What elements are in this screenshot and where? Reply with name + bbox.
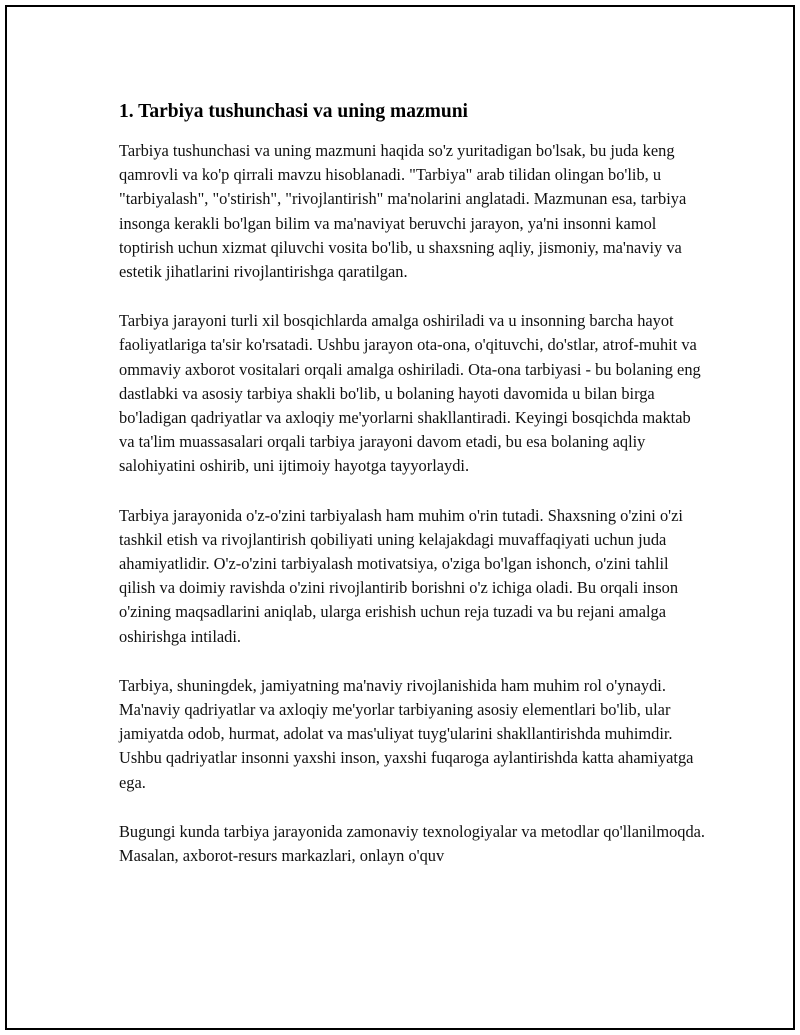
paragraph-2: Tarbiya jarayoni turli xil bosqichlarda amalga oshiriladi va u insonning barcha hayot faoliyatlariga ta'sir ko'rsatadi. Ushbu jarayon ota-ona, o'qituvchi, do'stlar, atrof-muhit va ommaviy axborot vositalari orqali amalga oshiriladi. Ota-ona tarbiyasi - bu bolaning eng dastlabki va asosiy tarbiya shakli bo'lib, u bolaning hayoti davomida u bilan birga bo'ladigan qadriyatlar va axloqiy me'yorlarni shakllantiradi. Keyingi bosqichda maktab va ta'lim muassasalari orqali tarbiya jarayoni davom etadi, bu esa bolaning aqliy salohiyatini oshirib, uni ijtimoiy hayotga tayyorlaydi. — [119, 311, 701, 476]
paragraph-4: Tarbiya, shuningdek, jamiyatning ma'naviy rivojlanishida ham muhim rol o'ynaydi. Ma'naviy qadriyatlar va axloqiy me'yorlar tarbiyaning asosiy elementlari bo'lib, ular jamiyatda odob, hurmat, adolat va mas'uliyat tuyg'ularini shakllantirishda muhimdir. Ushbu qadriyatlar insonni yaxshi inson, yaxshi fuqaroga aylantirishda katta ahamiyatga ega. — [119, 675, 694, 792]
page-frame — [5, 5, 795, 1030]
document-body — [119, 99, 709, 893]
section-heading: 1. Tarbiya tushunchasi va uning mazmuni — [119, 101, 468, 122]
paragraph-5: Bugungi kunda tarbiya jarayonida zamonaviy texnologiyalar va metodlar qo'llanilmoqda. Masalan, axborot-resurs markazlari, onlayn o'quv — [119, 821, 706, 866]
paragraph-3: Tarbiya jarayonida o'z-o'zini tarbiyalash ham muhim o'rin tutadi. Shaxsning o'zini o'zi tashkil etish va rivojlantirish qobiliyati uning kelajakdagi muvaffaqiyati uchun juda ahamiyatlidir. O'z-o'zini tarbiyalash motivatsiya, o'ziga bo'lgan ishonch, o'zini tahlil qilish va doimiy ravishda o'zini rivojlantirib borishni o'z ichiga oladi. Bu orqali inson o'zining maqsadlarini aniqlab, ularga erishish uchun reja tuzadi va bu rejani amalga oshirishga intiladi. — [119, 505, 683, 646]
paragraph-1: Tarbiya tushunchasi va uning mazmuni haqida so'z yuritadigan bo'lsak, bu juda keng qamrovli va ko'p qirrali mavzu hisoblanadi. "Tarbiya" arab tilidan olingan bo'lib, u "tarbiyalash", "o'stirish", "rivojlantirish" ma'nolarini anglatadi. Mazmunan esa, tarbiya insonga kerakli bo'lgan bilim va ma'naviyat beruvchi jarayon, ya'ni insonni kamol toptirish uchun xizmat qiluvchi vosita bo'lib, u shaxsning aqliy, jismoniy, ma'naviy va estetik jihatlarini rivojlantirishga qaratilgan. — [119, 141, 687, 282]
